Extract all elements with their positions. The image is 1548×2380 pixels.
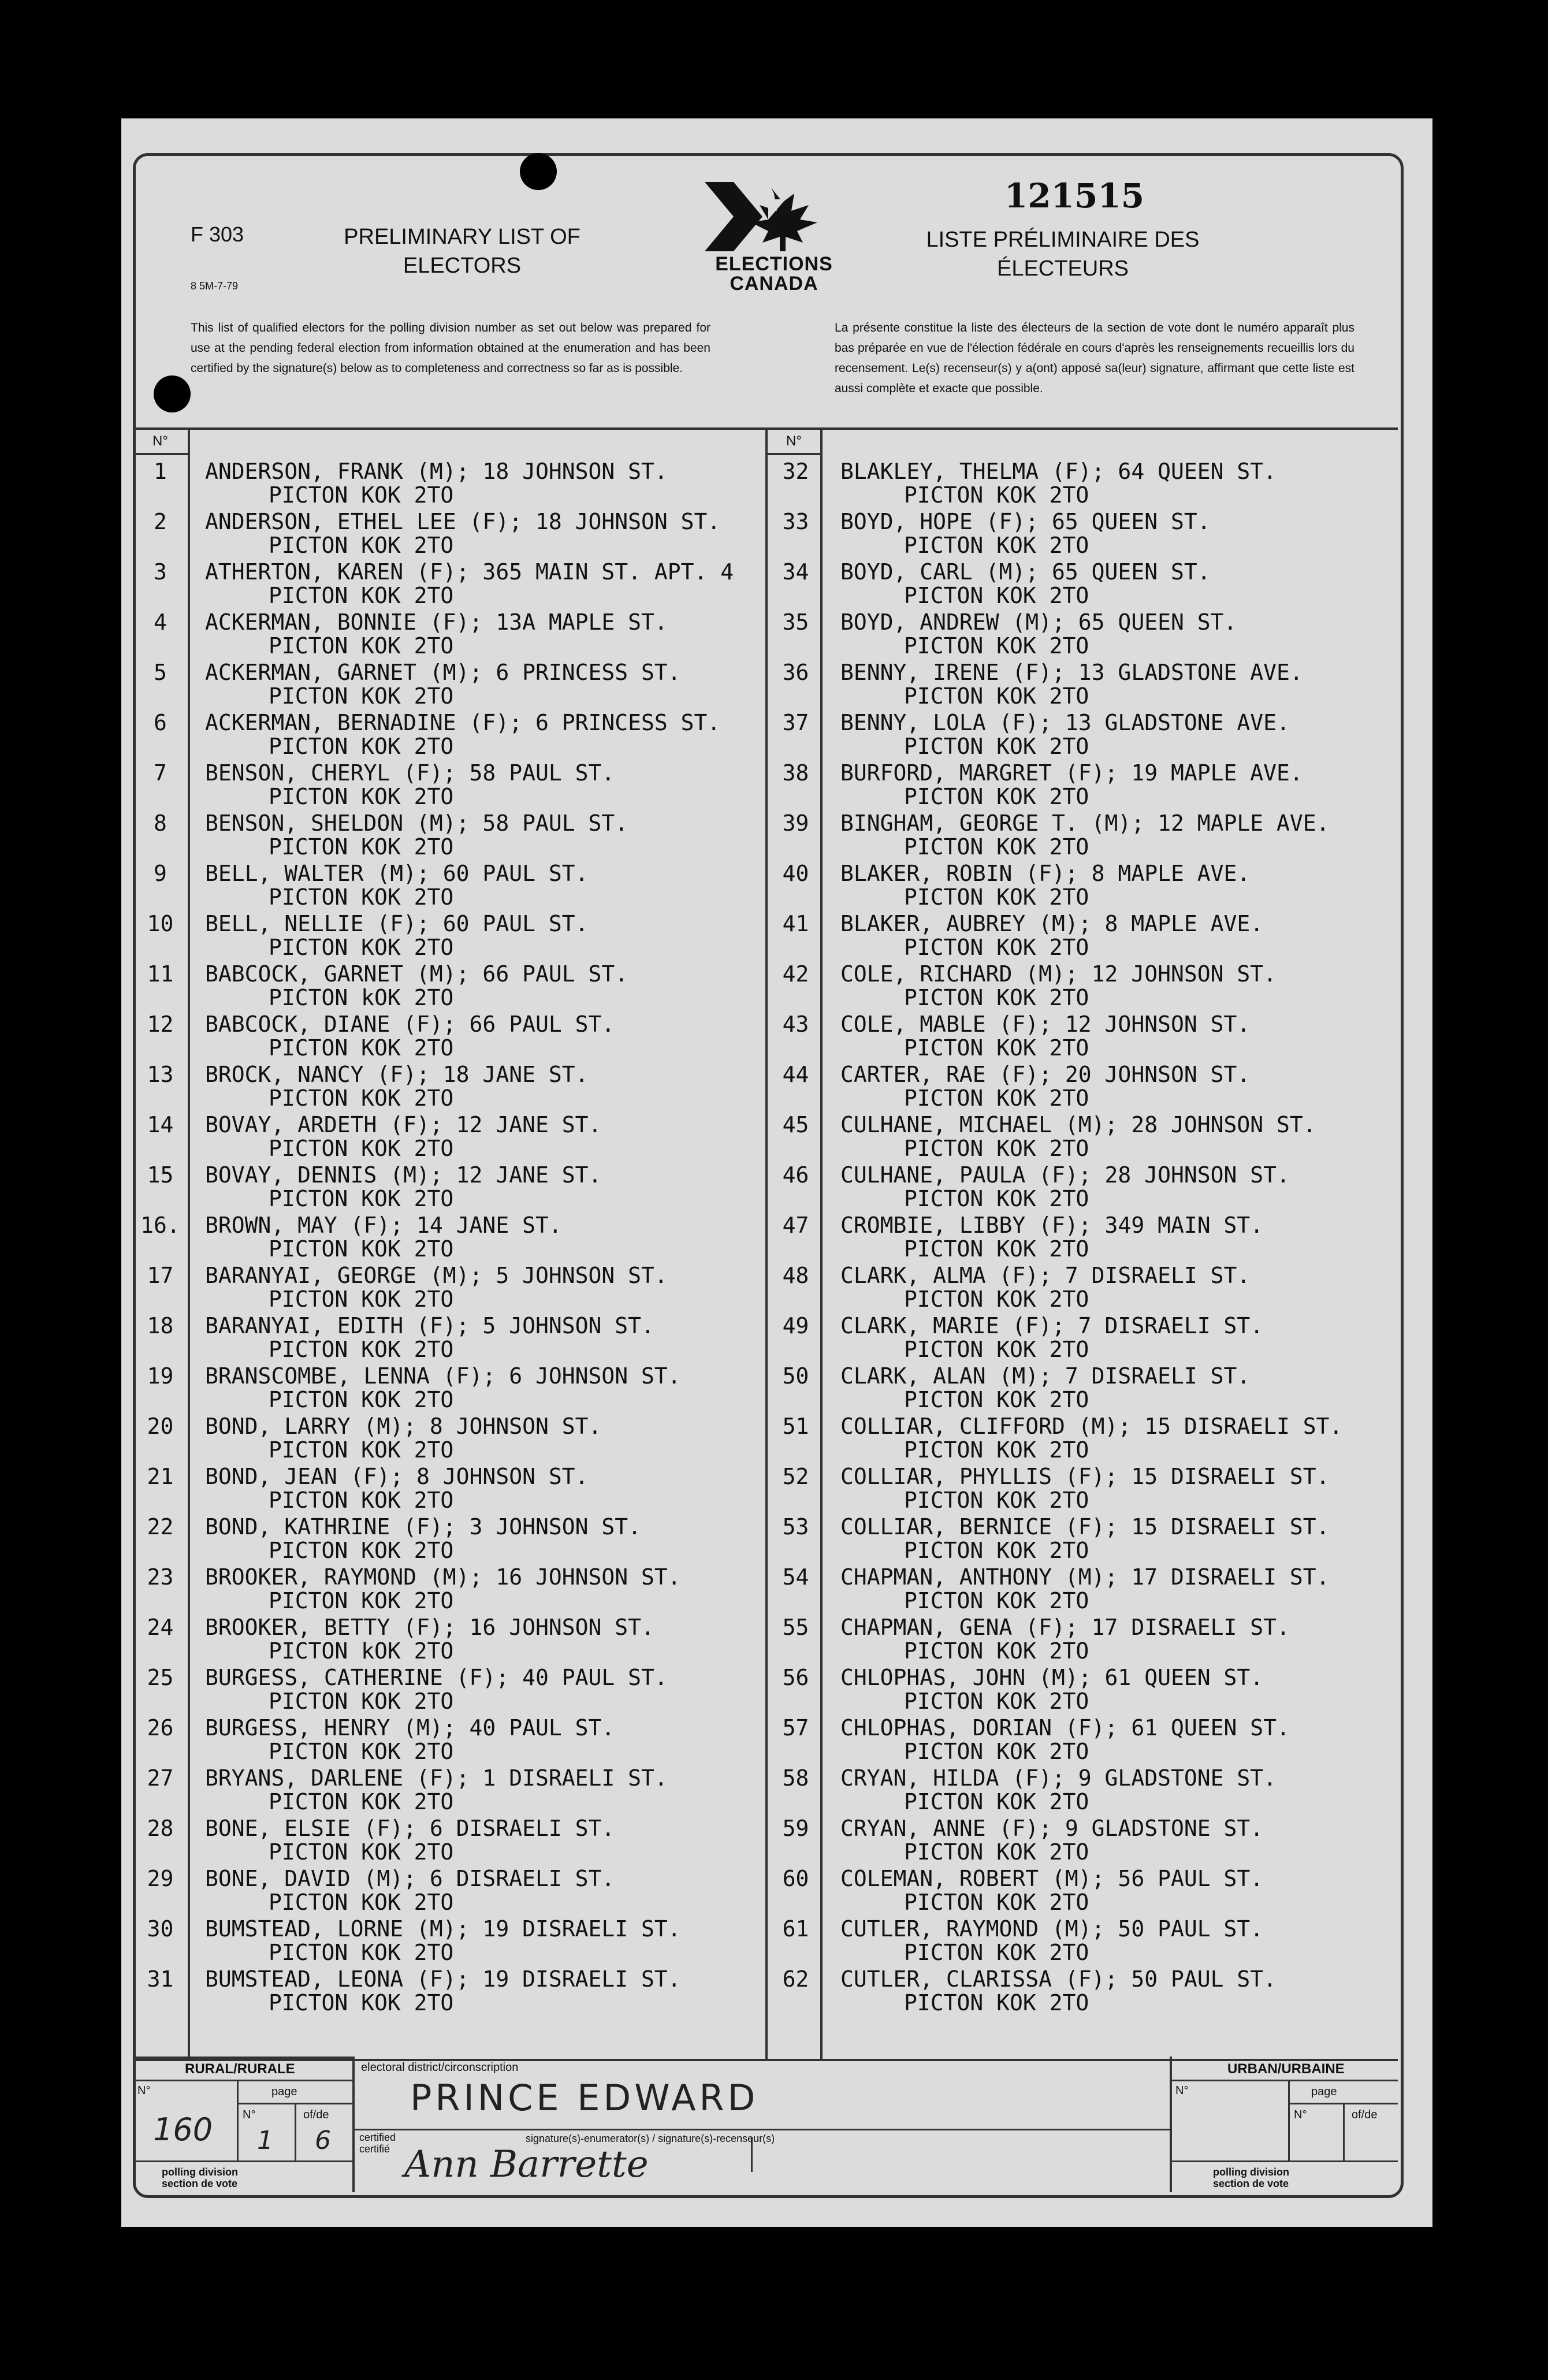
entry-name-address: CLARK, MARIE (F); 7 DISRAELI ST.: [840, 1313, 1264, 1338]
elector-entry: [133, 1162, 765, 1213]
elector-entry: [768, 559, 1398, 609]
elector-entry: [768, 509, 1398, 559]
entry-number: 62: [782, 1966, 809, 1992]
title-french: [901, 225, 1225, 283]
rural-of-label: of/de: [303, 2108, 329, 2121]
entry-name-address: BENNY, LOLA (F); 13 GLADSTONE AVE.: [840, 710, 1290, 735]
entry-name-address: BOYD, ANDREW (M); 65 QUEEN ST.: [840, 609, 1237, 635]
entry-number: 41: [782, 911, 809, 936]
entry-name-address: BRANSCOMBE, LENNA (F); 6 JOHNSON ST.: [205, 1363, 681, 1389]
elector-entry: [768, 1062, 1398, 1112]
polling-label-fr: section de vote: [162, 2178, 238, 2189]
elector-entry: [133, 710, 765, 760]
entry-number: 7: [154, 760, 167, 786]
entry-number: 61: [782, 1916, 809, 1942]
entry-name-address: BLAKER, AUBREY (M); 8 MAPLE AVE.: [840, 911, 1264, 936]
entry-name-address: BROCK, NANCY (F); 18 JANE ST.: [205, 1062, 589, 1087]
polling-label-en: polling division: [162, 2166, 238, 2178]
entry-number: 58: [782, 1765, 809, 1791]
elector-entry: [133, 1816, 765, 1866]
elector-entry: [768, 1816, 1398, 1866]
entry-number: 29: [147, 1866, 174, 1891]
entry-town-postal: PICTON KOK 2TO: [269, 884, 454, 910]
entry-town-postal: PICTON KOK 2TO: [269, 1286, 454, 1312]
entry-number: 40: [782, 861, 809, 886]
intro-french: La présente constitue la liste des électeurs de la section de vote dont le numéro apparaît plus bas préparée en vue de l'élection fédérale en cours d'après les renseignements recueillis lors du recensement. Le(s) recenseur(s) y a(ont) apposé sa(leur) signature, affirmant que cette liste est aussi complète et exacte que possible.: [835, 321, 1354, 395]
entry-town-postal: PICTON KOK 2TO: [269, 1538, 454, 1563]
entry-number: 48: [782, 1263, 809, 1288]
entry-name-address: CHAPMAN, GENA (F); 17 DISRAELI ST.: [840, 1615, 1290, 1640]
entry-town-postal: PICTON KOK 2TO: [269, 1940, 454, 1965]
entry-number: 15: [147, 1162, 174, 1188]
entry-name-address: CHLOPHAS, JOHN (M); 61 QUEEN ST.: [840, 1665, 1264, 1690]
entry-town-postal: PICTON KOK 2TO: [269, 1588, 454, 1613]
elector-entry: [133, 1564, 765, 1615]
logo-text-line2: CANADA: [730, 273, 818, 295]
entry-name-address: COLE, MABLE (F); 12 JOHNSON ST.: [840, 1011, 1251, 1037]
entry-town-postal: PICTON KOK 2TO: [269, 633, 454, 659]
entry-town-postal: PICTON KOK 2TO: [904, 834, 1089, 860]
polling-number: 160: [153, 2111, 213, 2148]
entry-name-address: ANDERSON, ETHEL LEE (F); 18 JOHNSON ST.: [205, 509, 721, 534]
entry-town-postal: PICTON KOK 2TO: [904, 1739, 1089, 1764]
entry-name-address: ATHERTON, KAREN (F); 365 MAIN ST. APT. 4: [205, 559, 734, 585]
entry-name-address: COLLIAR, BERNICE (F); 15 DISRAELI ST.: [840, 1514, 1330, 1539]
signature-label: signature(s)-enumerator(s) / signature(s)-recenseur(s): [526, 2133, 775, 2144]
entry-name-address: CRYAN, ANNE (F); 9 GLADSTONE ST.: [840, 1816, 1264, 1841]
elector-entry: [133, 1062, 765, 1112]
entry-town-postal: PICTON KOK 2TO: [904, 1689, 1089, 1714]
entry-number: 13: [147, 1062, 174, 1087]
entry-town-postal: PICTON KOK 2TO: [904, 1588, 1089, 1613]
entry-town-postal: PICTON KOK 2TO: [269, 1739, 454, 1764]
elections-canada-logo: [699, 176, 849, 298]
entry-number: 6: [154, 710, 167, 735]
elector-entry: [133, 911, 765, 961]
entry-number: 57: [782, 1715, 809, 1741]
entry-town-postal: PICTON KOK 2TO: [269, 1337, 454, 1362]
entry-town-postal: PICTON KOK 2TO: [269, 1136, 454, 1161]
entry-number: 1: [154, 459, 167, 484]
entry-name-address: BOND, KATHRINE (F); 3 JOHNSON ST.: [205, 1514, 641, 1539]
entry-name-address: BONE, DAVID (M); 6 DISRAELI ST.: [205, 1866, 615, 1891]
entry-town-postal: PICTON KOK 2TO: [904, 533, 1089, 558]
elector-entry: [133, 1414, 765, 1464]
elector-entry: [133, 1665, 765, 1715]
entry-number: 60: [782, 1866, 809, 1891]
entry-name-address: CLARK, ALMA (F); 7 DISRAELI ST.: [840, 1263, 1251, 1288]
entry-name-address: COLEMAN, ROBERT (M); 56 PAUL ST.: [840, 1866, 1264, 1891]
entry-number: 11: [147, 961, 174, 987]
entry-number: 23: [147, 1564, 174, 1590]
elector-entry: [768, 1263, 1398, 1313]
number-header-right: N°: [768, 430, 820, 455]
entry-name-address: BARANYAI, GEORGE (M); 5 JOHNSON ST.: [205, 1263, 668, 1288]
entry-town-postal: PICTON KOK 2TO: [904, 1990, 1089, 2015]
elector-entry: [133, 1514, 765, 1564]
entry-town-postal: PICTON KOK 2TO: [269, 1890, 454, 1915]
title-french-line1: LISTE PRÉLIMINAIRE DES: [926, 228, 1200, 252]
intro-english: This list of qualified electors for the polling division number as set out below was prepared for use at the pending federal election from information obtained at the enumeration and has been certified by the signature(s) below as to completeness and correctness so far as is possible.: [191, 321, 710, 375]
entry-number: 44: [782, 1062, 809, 1087]
entry-name-address: BOND, LARRY (M); 8 JOHNSON ST.: [205, 1414, 602, 1439]
entry-town-postal: PICTON KOK 2TO: [269, 935, 454, 960]
entry-name-address: COLLIAR, PHYLLIS (F); 15 DISRAELI ST.: [840, 1464, 1330, 1489]
entry-name-address: BOYD, CARL (M); 65 QUEEN ST.: [840, 559, 1211, 585]
entry-number: 8: [154, 810, 167, 836]
logo-text: [699, 254, 849, 293]
certified-label-fr: certifié: [359, 2143, 390, 2155]
entry-number: 38: [782, 760, 809, 786]
entry-number: 55: [782, 1615, 809, 1640]
entry-town-postal: PICTON KOK 2TO: [269, 784, 454, 809]
entry-town-postal: PICTON KOK 2TO: [269, 1990, 454, 2015]
elector-entry: [768, 710, 1398, 760]
elector-entry: [768, 1966, 1398, 2017]
entry-name-address: BENNY, IRENE (F); 13 GLADSTONE AVE.: [840, 660, 1303, 685]
entry-town-postal: PICTON KOK 2TO: [904, 1085, 1089, 1111]
entry-name-address: BOYD, HOPE (F); 65 QUEEN ST.: [840, 509, 1211, 534]
entry-name-address: ACKERMAN, BERNADINE (F); 6 PRINCESS ST.: [205, 710, 721, 735]
elector-entry: [133, 609, 765, 660]
entry-town-postal: PICTON KOK 2TO: [269, 683, 454, 709]
entry-number: 18: [147, 1313, 174, 1338]
entry-number: 2: [154, 509, 167, 534]
entry-name-address: CRYAN, HILDA (F); 9 GLADSTONE ST.: [840, 1765, 1277, 1791]
entry-town-postal: PICTON KOK 2TO: [269, 1488, 454, 1513]
entry-number: 37: [782, 710, 809, 735]
entry-number: 26: [147, 1715, 174, 1741]
elector-entry: [768, 1363, 1398, 1414]
elector-entry: [768, 1414, 1398, 1464]
entry-town-postal: PICTON KOK 2TO: [904, 482, 1089, 508]
punch-hole: [520, 153, 557, 190]
elector-entry: [768, 1866, 1398, 1916]
number-header-left: N°: [133, 430, 188, 455]
elector-entry: [133, 1112, 765, 1162]
rural-label: RURAL/RURALE: [185, 2061, 295, 2077]
rural-no-label: N°: [137, 2084, 151, 2097]
column-divider: [765, 430, 768, 2059]
entry-town-postal: PICTON KOK 2TO: [904, 1236, 1089, 1262]
entry-town-postal: PICTON KOK 2TO: [904, 985, 1089, 1010]
entry-name-address: BUMSTEAD, LEONA (F); 19 DISRAELI ST.: [205, 1966, 681, 1992]
urban-page-label: page: [1311, 2085, 1337, 2098]
elector-entry: [133, 559, 765, 609]
entry-number: 16.: [140, 1213, 180, 1238]
entry-name-address: BABCOCK, GARNET (M); 66 PAUL ST.: [205, 961, 628, 987]
entry-number: 12: [147, 1011, 174, 1037]
entry-name-address: CHLOPHAS, DORIAN (F); 61 QUEEN ST.: [840, 1715, 1290, 1741]
entry-name-address: CHAPMAN, ANTHONY (M); 17 DISRAELI ST.: [840, 1564, 1330, 1590]
enumerator-signature: Ann Barrette: [404, 2143, 649, 2186]
entry-number: 27: [147, 1765, 174, 1791]
title-english-line2: ELECTORS: [403, 254, 522, 278]
elector-entry: [768, 1011, 1398, 1062]
entry-town-postal: PICTON KOK 2TO: [904, 1437, 1089, 1463]
elector-entry: [768, 1615, 1398, 1665]
punch-hole: [154, 375, 191, 412]
entry-name-address: CUTLER, CLARISSA (F); 50 PAUL ST.: [840, 1966, 1277, 1992]
entry-town-postal: PICTON KOK 2TO: [269, 1387, 454, 1412]
entry-town-postal: PICTON KOK 2TO: [904, 1337, 1089, 1362]
document-sheet: [121, 118, 1432, 2227]
entry-town-postal: PICTON KOK 2TO: [269, 1689, 454, 1714]
entry-number: 32: [782, 459, 809, 484]
entry-number: 52: [782, 1464, 809, 1489]
entry-name-address: BOND, JEAN (F); 8 JOHNSON ST.: [205, 1464, 589, 1489]
elector-entry: [768, 1112, 1398, 1162]
electors-table: [133, 427, 1398, 2061]
entry-number: 34: [782, 559, 809, 585]
entry-town-postal: PICTON KOK 2TO: [904, 1387, 1089, 1412]
elector-entry: [768, 1765, 1398, 1816]
elector-entry: [768, 861, 1398, 911]
entry-town-postal: PICTON kOK 2TO: [269, 1638, 454, 1664]
entry-number: 47: [782, 1213, 809, 1238]
entry-name-address: CULHANE, PAULA (F); 28 JOHNSON ST.: [840, 1162, 1290, 1188]
elector-entry: [768, 911, 1398, 961]
entry-town-postal: PICTON KOK 2TO: [904, 1940, 1089, 1965]
entry-name-address: BROOKER, BETTY (F); 16 JOHNSON ST.: [205, 1615, 654, 1640]
entry-name-address: ANDERSON, FRANK (M); 18 JOHNSON ST.: [205, 459, 668, 484]
entry-town-postal: PICTON KOK 2TO: [904, 1890, 1089, 1915]
entry-number: 20: [147, 1414, 174, 1439]
elector-entry: [133, 1916, 765, 1966]
entry-number: 42: [782, 961, 809, 987]
certified-label-en: certified: [359, 2132, 396, 2143]
elector-entry: [133, 459, 765, 509]
entry-name-address: BENSON, SHELDON (M); 58 PAUL ST.: [205, 810, 628, 836]
entry-number: 33: [782, 509, 809, 534]
entry-number: 17: [147, 1263, 174, 1288]
entry-name-address: BINGHAM, GEORGE T. (M); 12 MAPLE AVE.: [840, 810, 1330, 836]
entry-number: 43: [782, 1011, 809, 1037]
elector-entry: [133, 509, 765, 559]
entry-name-address: BROWN, MAY (F); 14 JANE ST.: [205, 1213, 562, 1238]
entry-town-postal: PICTON KOK 2TO: [269, 1236, 454, 1262]
entry-name-address: BELL, NELLIE (F); 60 PAUL ST.: [205, 911, 589, 936]
entry-number: 35: [782, 609, 809, 635]
entry-number: 3: [154, 559, 167, 585]
entry-number: 46: [782, 1162, 809, 1188]
entry-name-address: BROOKER, RAYMOND (M); 16 JOHNSON ST.: [205, 1564, 681, 1590]
entry-number: 45: [782, 1112, 809, 1137]
entry-town-postal: PICTON KOK 2TO: [269, 1035, 454, 1061]
entry-town-postal: PICTON KOK 2TO: [904, 1035, 1089, 1061]
serial-number: 121515: [1004, 176, 1145, 215]
entry-town-postal: PICTON KOK 2TO: [269, 533, 454, 558]
entry-name-address: BABCOCK, DIANE (F); 66 PAUL ST.: [205, 1011, 615, 1037]
page-total: 6: [315, 2126, 331, 2155]
urban-polling-label-en: polling division: [1213, 2166, 1289, 2178]
entry-name-address: BURGESS, HENRY (M); 40 PAUL ST.: [205, 1715, 615, 1741]
entry-number: 50: [782, 1363, 809, 1389]
elector-entry: [133, 1966, 765, 2017]
urban-no-label: N°: [1175, 2084, 1189, 2097]
form-code: F 303: [191, 222, 244, 246]
entry-town-postal: PICTON KOK 2TO: [904, 1538, 1089, 1563]
maple-leaf-x-icon: [699, 176, 849, 254]
entry-number: 51: [782, 1414, 809, 1439]
title-english: [312, 222, 612, 280]
entry-name-address: CLARK, ALAN (M); 7 DISRAELI ST.: [840, 1363, 1251, 1389]
entry-number: 36: [782, 660, 809, 685]
entry-number: 14: [147, 1112, 174, 1137]
entry-town-postal: PICTON KOK 2TO: [269, 1839, 454, 1865]
entry-town-postal: PICTON KOK 2TO: [904, 633, 1089, 659]
urban-label: URBAN/URBAINE: [1227, 2061, 1345, 2077]
rural-page-label: page: [271, 2085, 297, 2098]
entry-number: 56: [782, 1665, 809, 1690]
district-value: PRINCE EDWARD: [410, 2077, 759, 2119]
elector-entry: [133, 961, 765, 1011]
elector-entry: [768, 1564, 1398, 1615]
elector-entry: [768, 1213, 1398, 1263]
entry-town-postal: PICTON KOK 2TO: [904, 935, 1089, 960]
elector-entry: [133, 1263, 765, 1313]
entry-number: 30: [147, 1916, 174, 1942]
elector-entry: [133, 1363, 765, 1414]
elector-entry: [768, 1162, 1398, 1213]
elector-entry: [768, 1313, 1398, 1363]
elector-entry: [768, 1715, 1398, 1765]
entry-name-address: BENSON, CHERYL (F); 58 PAUL ST.: [205, 760, 615, 786]
entry-town-postal: PICTON KOK 2TO: [904, 1286, 1089, 1312]
footer: [133, 2057, 1398, 2192]
entry-town-postal: PICTON KOK 2TO: [904, 1839, 1089, 1865]
entry-name-address: BRYANS, DARLENE (F); 1 DISRAELI ST.: [205, 1765, 668, 1791]
elector-entry: [768, 609, 1398, 660]
entry-number: 49: [782, 1313, 809, 1338]
entry-name-address: BURFORD, MARGRET (F); 19 MAPLE AVE.: [840, 760, 1303, 786]
title-english-line1: PRELIMINARY LIST OF: [344, 225, 580, 249]
elector-entry: [133, 1866, 765, 1916]
entry-town-postal: PICTON KOK 2TO: [904, 583, 1089, 608]
elector-entry: [133, 1615, 765, 1665]
entry-name-address: BONE, ELSIE (F); 6 DISRAELI ST.: [205, 1816, 615, 1841]
elector-entry: [133, 660, 765, 710]
entry-town-postal: PICTON KOK 2TO: [904, 1186, 1089, 1211]
entry-town-postal: PICTON KOK 2TO: [904, 1789, 1089, 1814]
entry-number: 22: [147, 1514, 174, 1539]
entry-town-postal: PICTON KOK 2TO: [269, 1186, 454, 1211]
elector-entry: [133, 1765, 765, 1816]
entry-name-address: COLE, RICHARD (M); 12 JOHNSON ST.: [840, 961, 1277, 987]
entry-number: 59: [782, 1816, 809, 1841]
entry-town-postal: PICTON KOK 2TO: [904, 734, 1089, 759]
elector-entry: [768, 810, 1398, 861]
elector-entry: [133, 760, 765, 810]
title-french-line2: ÉLECTEURS: [996, 256, 1129, 281]
entry-name-address: BELL, WALTER (M); 60 PAUL ST.: [205, 861, 589, 886]
page-number: 1: [257, 2126, 273, 2155]
entry-town-postal: PICTON KOK 2TO: [904, 784, 1089, 809]
logo-text-line1: ELECTIONS: [715, 253, 833, 275]
entry-town-postal: PICTON KOK 2TO: [904, 1488, 1089, 1513]
entry-name-address: BLAKER, ROBIN (F); 8 MAPLE AVE.: [840, 861, 1251, 886]
elector-entry: [768, 660, 1398, 710]
entry-name-address: ACKERMAN, GARNET (M); 6 PRINCESS ST.: [205, 660, 681, 685]
district-label: electoral district/circonscription: [361, 2061, 519, 2074]
entry-name-address: ACKERMAN, BONNIE (F); 13A MAPLE ST.: [205, 609, 668, 635]
elector-entry: [768, 1665, 1398, 1715]
entry-name-address: BOVAY, DENNIS (M); 12 JANE ST.: [205, 1162, 602, 1188]
entry-name-address: BLAKLEY, THELMA (F); 64 QUEEN ST.: [840, 459, 1277, 484]
rural-page-no-label: N°: [243, 2108, 256, 2121]
elector-entry: [768, 459, 1398, 509]
elector-entry: [133, 861, 765, 911]
entry-name-address: BOVAY, ARDETH (F); 12 JANE ST.: [205, 1112, 602, 1137]
elector-entry: [768, 1916, 1398, 1966]
elector-entry: [768, 1514, 1398, 1564]
entry-number: 53: [782, 1514, 809, 1539]
entry-town-postal: PICTON KOK 2TO: [269, 734, 454, 759]
elector-entry: [133, 1313, 765, 1363]
urban-of-label: of/de: [1352, 2108, 1378, 2121]
entry-town-postal: PICTON kOK 2TO: [269, 985, 454, 1010]
entry-name-address: CUTLER, RAYMOND (M); 50 PAUL ST.: [840, 1916, 1264, 1942]
urban-polling-label-fr: section de vote: [1213, 2178, 1289, 2189]
entry-number: 24: [147, 1615, 174, 1640]
entry-name-address: BUMSTEAD, LORNE (M); 19 DISRAELI ST.: [205, 1916, 681, 1942]
entry-town-postal: PICTON KOK 2TO: [269, 1085, 454, 1111]
entry-town-postal: PICTON KOK 2TO: [904, 1638, 1089, 1664]
entry-town-postal: PICTON KOK 2TO: [269, 1437, 454, 1463]
elector-entry: [768, 1464, 1398, 1514]
entry-name-address: CARTER, RAE (F); 20 JOHNSON ST.: [840, 1062, 1251, 1087]
entry-number: 28: [147, 1816, 174, 1841]
entry-number: 5: [154, 660, 167, 685]
entry-town-postal: PICTON KOK 2TO: [904, 884, 1089, 910]
entry-number: 19: [147, 1363, 174, 1389]
entry-number: 21: [147, 1464, 174, 1489]
elector-entry: [133, 1715, 765, 1765]
entry-number: 4: [154, 609, 167, 635]
entry-number: 54: [782, 1564, 809, 1590]
entry-number: 10: [147, 911, 174, 936]
entry-town-postal: PICTON KOK 2TO: [904, 1136, 1089, 1161]
entry-town-postal: PICTON KOK 2TO: [269, 1789, 454, 1814]
entry-name-address: COLLIAR, CLIFFORD (M); 15 DISRAELI ST.: [840, 1414, 1343, 1439]
entry-town-postal: PICTON KOK 2TO: [269, 583, 454, 608]
entry-name-address: CROMBIE, LIBBY (F); 349 MAIN ST.: [840, 1213, 1264, 1238]
entry-number: 25: [147, 1665, 174, 1690]
entry-number: 9: [154, 861, 167, 886]
elector-entry: [133, 1464, 765, 1514]
elector-entry: [133, 1213, 765, 1263]
revision-code: 8 5M-7-79: [191, 280, 239, 292]
entry-name-address: CULHANE, MICHAEL (M); 28 JOHNSON ST.: [840, 1112, 1316, 1137]
elector-entry: [768, 760, 1398, 810]
entry-number: 31: [147, 1966, 174, 1992]
entry-name-address: BARANYAI, EDITH (F); 5 JOHNSON ST.: [205, 1313, 654, 1338]
entry-town-postal: PICTON KOK 2TO: [269, 834, 454, 860]
entry-name-address: BURGESS, CATHERINE (F); 40 PAUL ST.: [205, 1665, 668, 1690]
entry-town-postal: PICTON KOK 2TO: [269, 482, 454, 508]
elector-entry: [133, 810, 765, 861]
urban-page-no-label: N°: [1294, 2108, 1307, 2121]
entry-number: 39: [782, 810, 809, 836]
elector-entry: [133, 1011, 765, 1062]
entry-town-postal: PICTON KOK 2TO: [904, 683, 1089, 709]
elector-entry: [768, 961, 1398, 1011]
